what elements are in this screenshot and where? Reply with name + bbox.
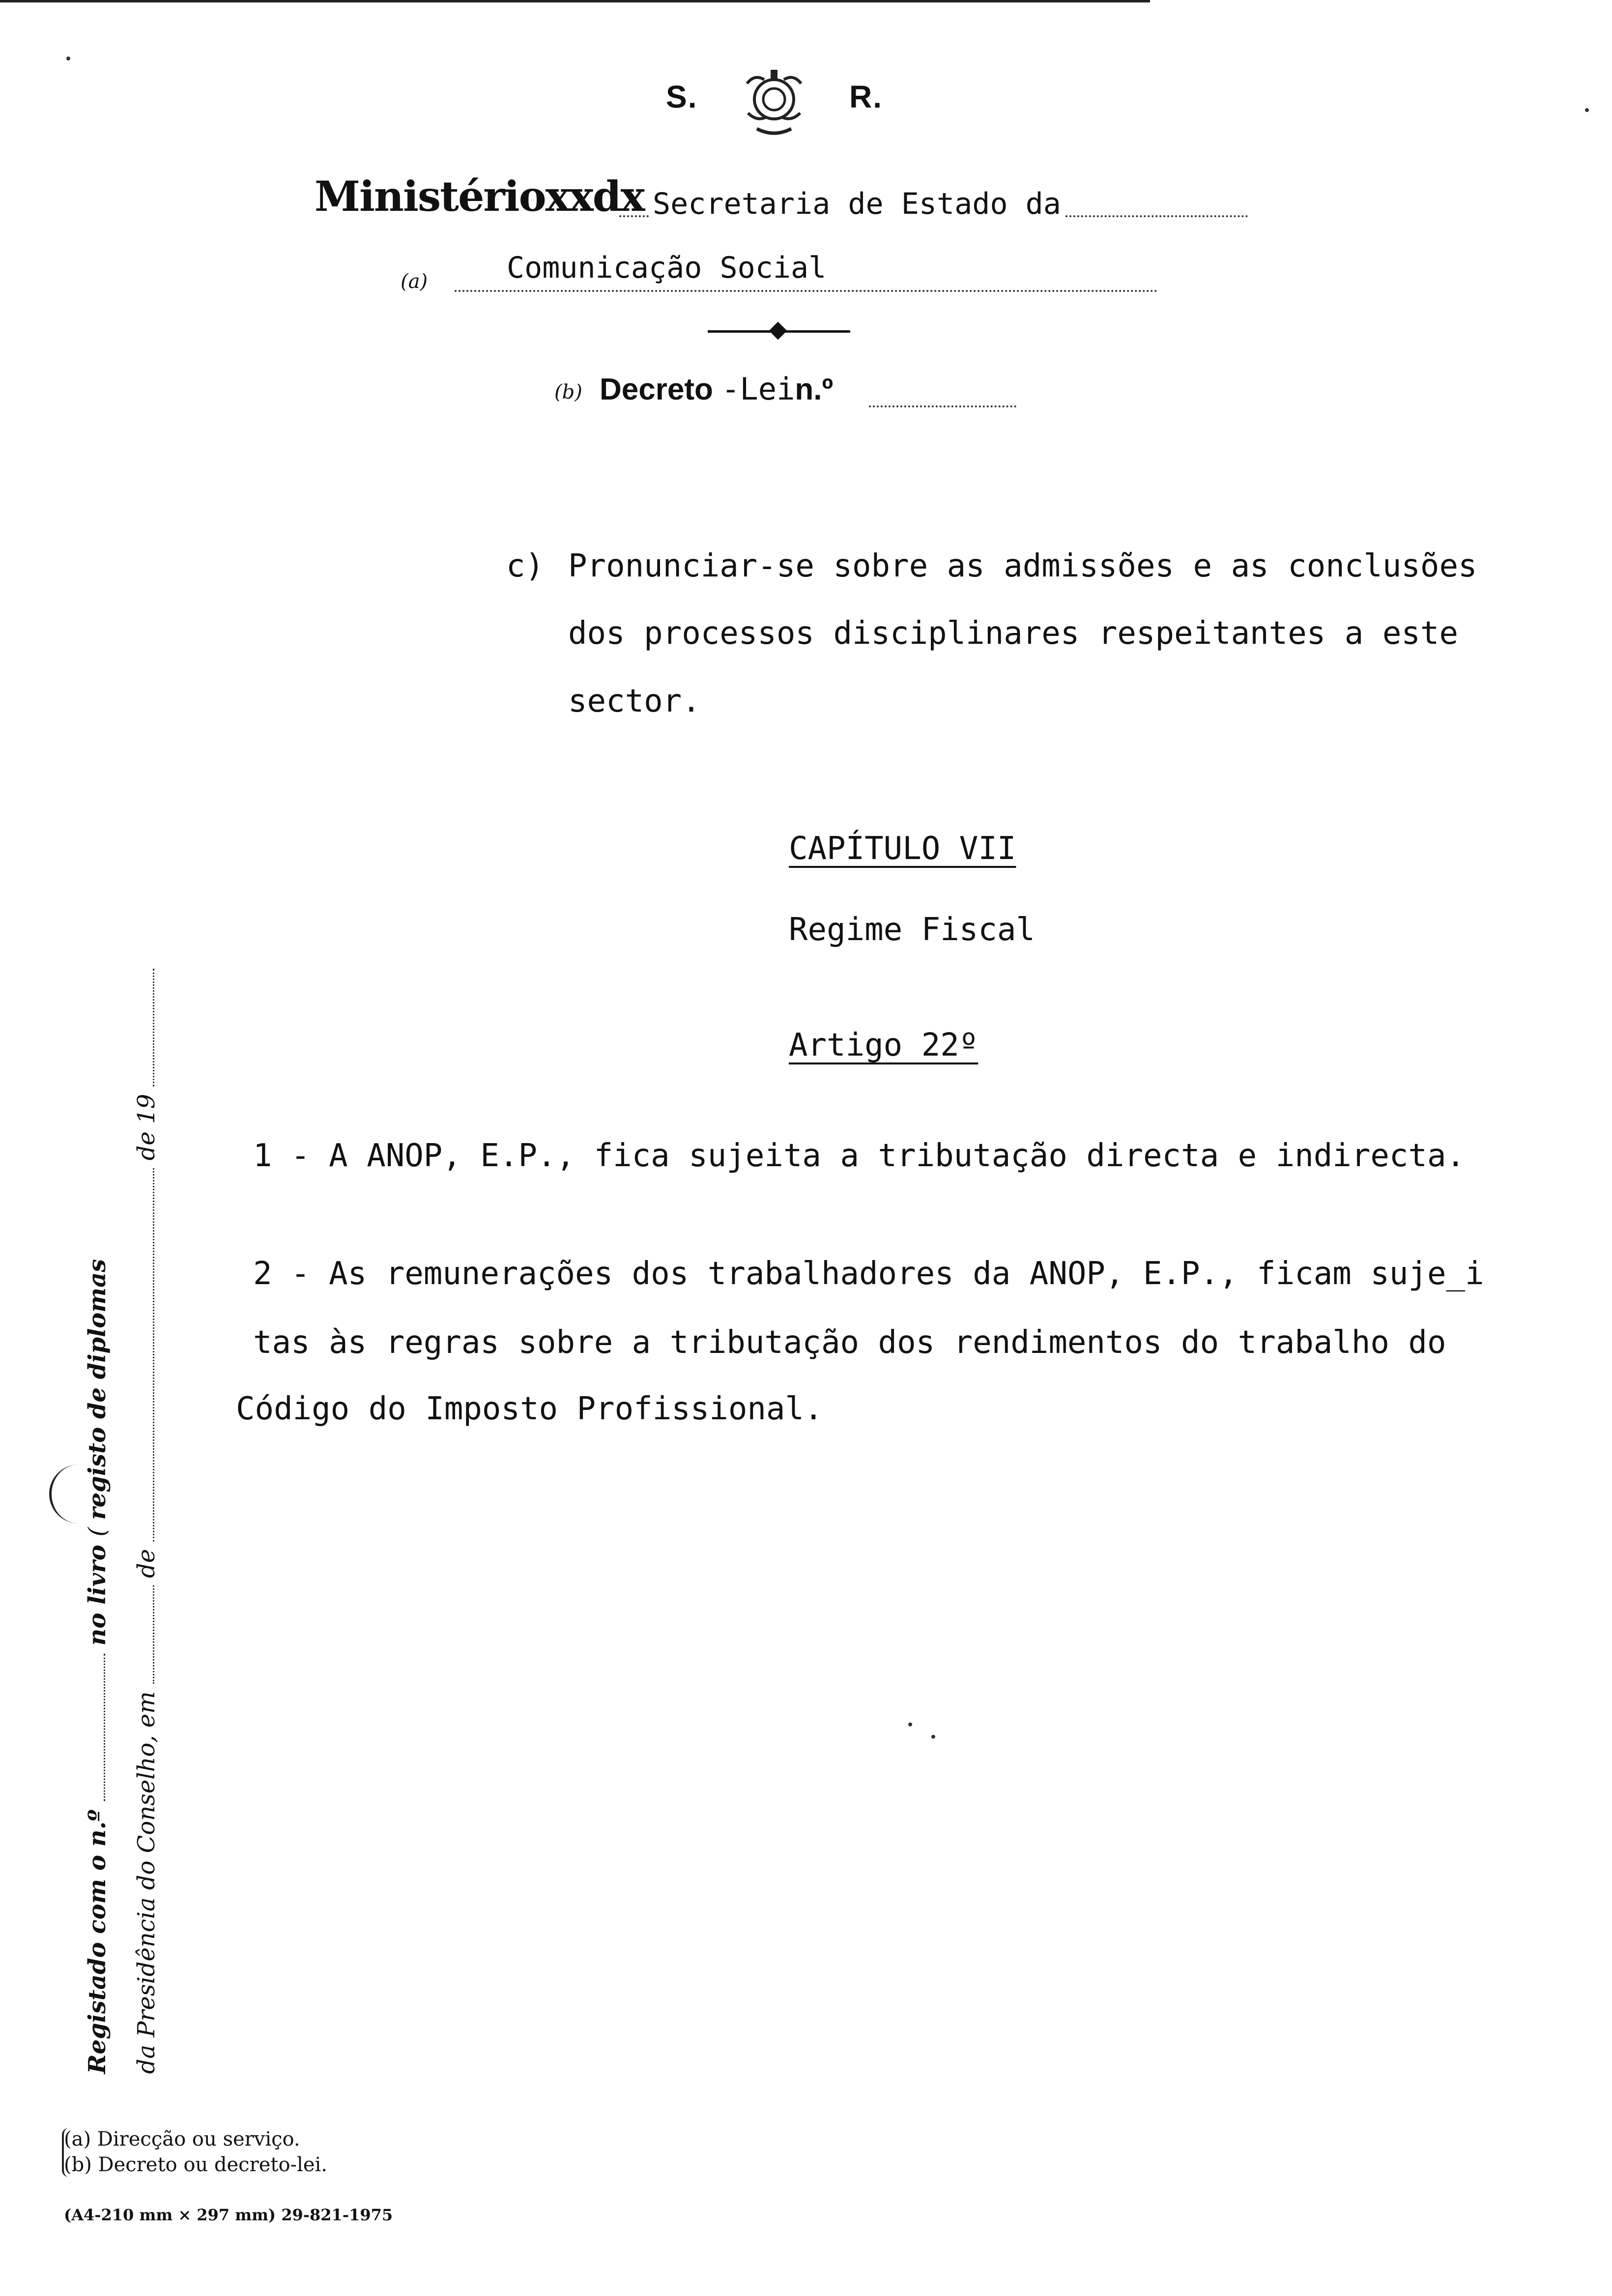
- chapter-subtitle: Regime Fiscal: [789, 912, 1035, 948]
- paragraph-2-line-1: 2 - As remunerações dos trabalhadores da ANOP, E.P., ficam suje_i: [253, 1256, 1484, 1292]
- item-c-line-1: Pronunciar-se sobre as admissões e as conclusões: [568, 548, 1477, 584]
- item-c-line-2: dos processos disciplinares respeitantes a este: [568, 615, 1458, 652]
- scan-speck: [931, 1735, 935, 1739]
- scan-speck: [908, 1722, 912, 1726]
- footnote-b: (b) Decreto ou decreto-lei.: [64, 2153, 328, 2176]
- service-line: [401, 251, 1157, 295]
- registration-margin: [64, 1093, 177, 2074]
- ministry-typed-value: Secretaria de Estado da: [649, 187, 1065, 221]
- chapter-heading: CAPÍTULO VII: [789, 831, 1016, 867]
- republic-seal-icon: [737, 64, 811, 138]
- footnote-ref-b: (b): [554, 381, 582, 403]
- paragraph-2-line-3: Código do Imposto Profissional.: [236, 1391, 823, 1427]
- divider-diamond-icon: [769, 322, 787, 340]
- decree-dotted-line: [869, 405, 1016, 407]
- header-r: R.: [849, 79, 883, 115]
- service-typed-value: Comunicação Social: [504, 251, 829, 285]
- header-s: S.: [666, 79, 698, 115]
- page-top-border: [0, 0, 1150, 2]
- scan-speck: [66, 57, 70, 60]
- footnote-ref-a: (a): [401, 270, 428, 293]
- item-c-line-3: sector.: [568, 683, 701, 719]
- article-heading: Artigo 22º: [789, 1027, 979, 1063]
- footnote-a: (a) Direcção ou serviço.: [64, 2128, 300, 2151]
- ministry-line: [315, 172, 1248, 226]
- scan-speck: [1585, 108, 1589, 112]
- paragraph-2-line-2: tas às regras sobre a tributação dos rendimentos do trabalho do: [253, 1324, 1446, 1361]
- ministry-label: Ministérioxxdx: [315, 172, 644, 221]
- registration-line-1: Registado com o n.º no livro ( registo de diplomas: [84, 1259, 111, 2074]
- item-c-label: c): [506, 548, 545, 584]
- decree-label: Decreto -Lein.º: [600, 371, 834, 407]
- margin-bracket: [49, 1464, 81, 1523]
- paragraph-1: 1 - A ANOP, E.P., fica sujeita a tributação directa e indirecta.: [253, 1138, 1465, 1174]
- decree-line: [554, 371, 1016, 415]
- registration-line-2: da Presidência do Conselho, em de de 19: [133, 1179, 172, 2074]
- print-reference: (A4-210 mm × 297 mm) 29-821-1975: [64, 2206, 393, 2224]
- service-dotted-line: [455, 290, 1157, 292]
